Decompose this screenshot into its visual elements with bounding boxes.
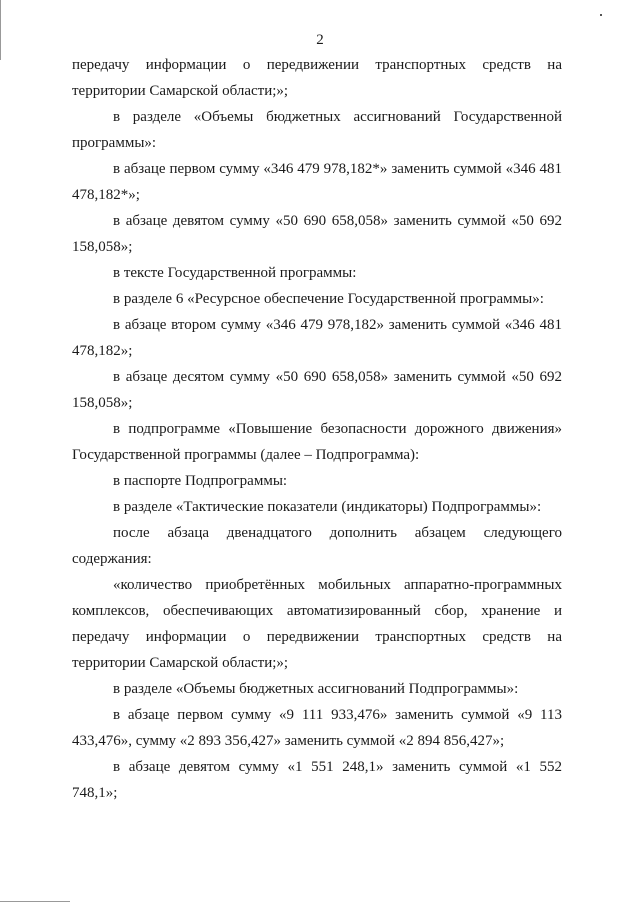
paragraph: в подпрограмме «Повышение безопасности дорожного движения» Государственной программы (далее – Подпрограмма): — [72, 421, 562, 463]
scan-artifact-bottom-left — [0, 901, 70, 902]
paragraph: в разделе 6 «Ресурсное обеспечение Государственной программы»: — [113, 291, 544, 307]
paragraph: в разделе «Объемы бюджетных ассигнований Государственной программы»: — [72, 109, 562, 151]
paragraph: в абзаце девятом сумму «50 690 658,058» заменить суммой «50 692 158,058»; — [72, 213, 562, 255]
paragraph: в абзаце девятом сумму «1 551 248,1» заменить суммой «1 552 748,1»; — [72, 759, 562, 801]
page-number: 2 — [316, 32, 324, 48]
paragraph: передачу информации о передвижении транспортных средств на территории Самарской области;»; — [72, 57, 562, 99]
paragraph: в разделе «Тактические показатели (индикаторы) Подпрограммы»: — [113, 499, 542, 515]
paragraph: в абзаце втором сумму «346 479 978,182» заменить суммой «346 481 478,182»; — [72, 317, 562, 359]
paragraph: в абзаце десятом сумму «50 690 658,058» заменить суммой «50 692 158,058»; — [72, 369, 562, 411]
paragraph: в тексте Государственной программы: — [113, 265, 357, 281]
paragraph: в абзаце первом сумму «9 111 933,476» заменить суммой «9 113 433,476», сумму «2 893 356,427» заменить суммой «2 894 856,427»; — [72, 707, 562, 749]
paragraph: в паспорте Подпрограммы: — [113, 473, 288, 489]
paragraph: в абзаце первом сумму «346 479 978,182*» заменить суммой «346 481 478,182*»; — [72, 161, 562, 203]
scan-artifact-top-right — [600, 14, 602, 16]
scan-artifact-left-edge — [0, 0, 1, 60]
paragraph: «количество приобретённых мобильных аппаратно-программных комплексов, обеспечивающих автоматизированный сбор, хранение и передачу информации о передвижении транспортных средств на территории Самарской области;»; — [72, 577, 562, 671]
paragraph: в разделе «Объемы бюджетных ассигнований Подпрограммы»: — [113, 681, 519, 697]
document-body — [72, 52, 562, 806]
paragraph: после абзаца двенадцатого дополнить абзацем следующего содержания: — [72, 525, 562, 567]
